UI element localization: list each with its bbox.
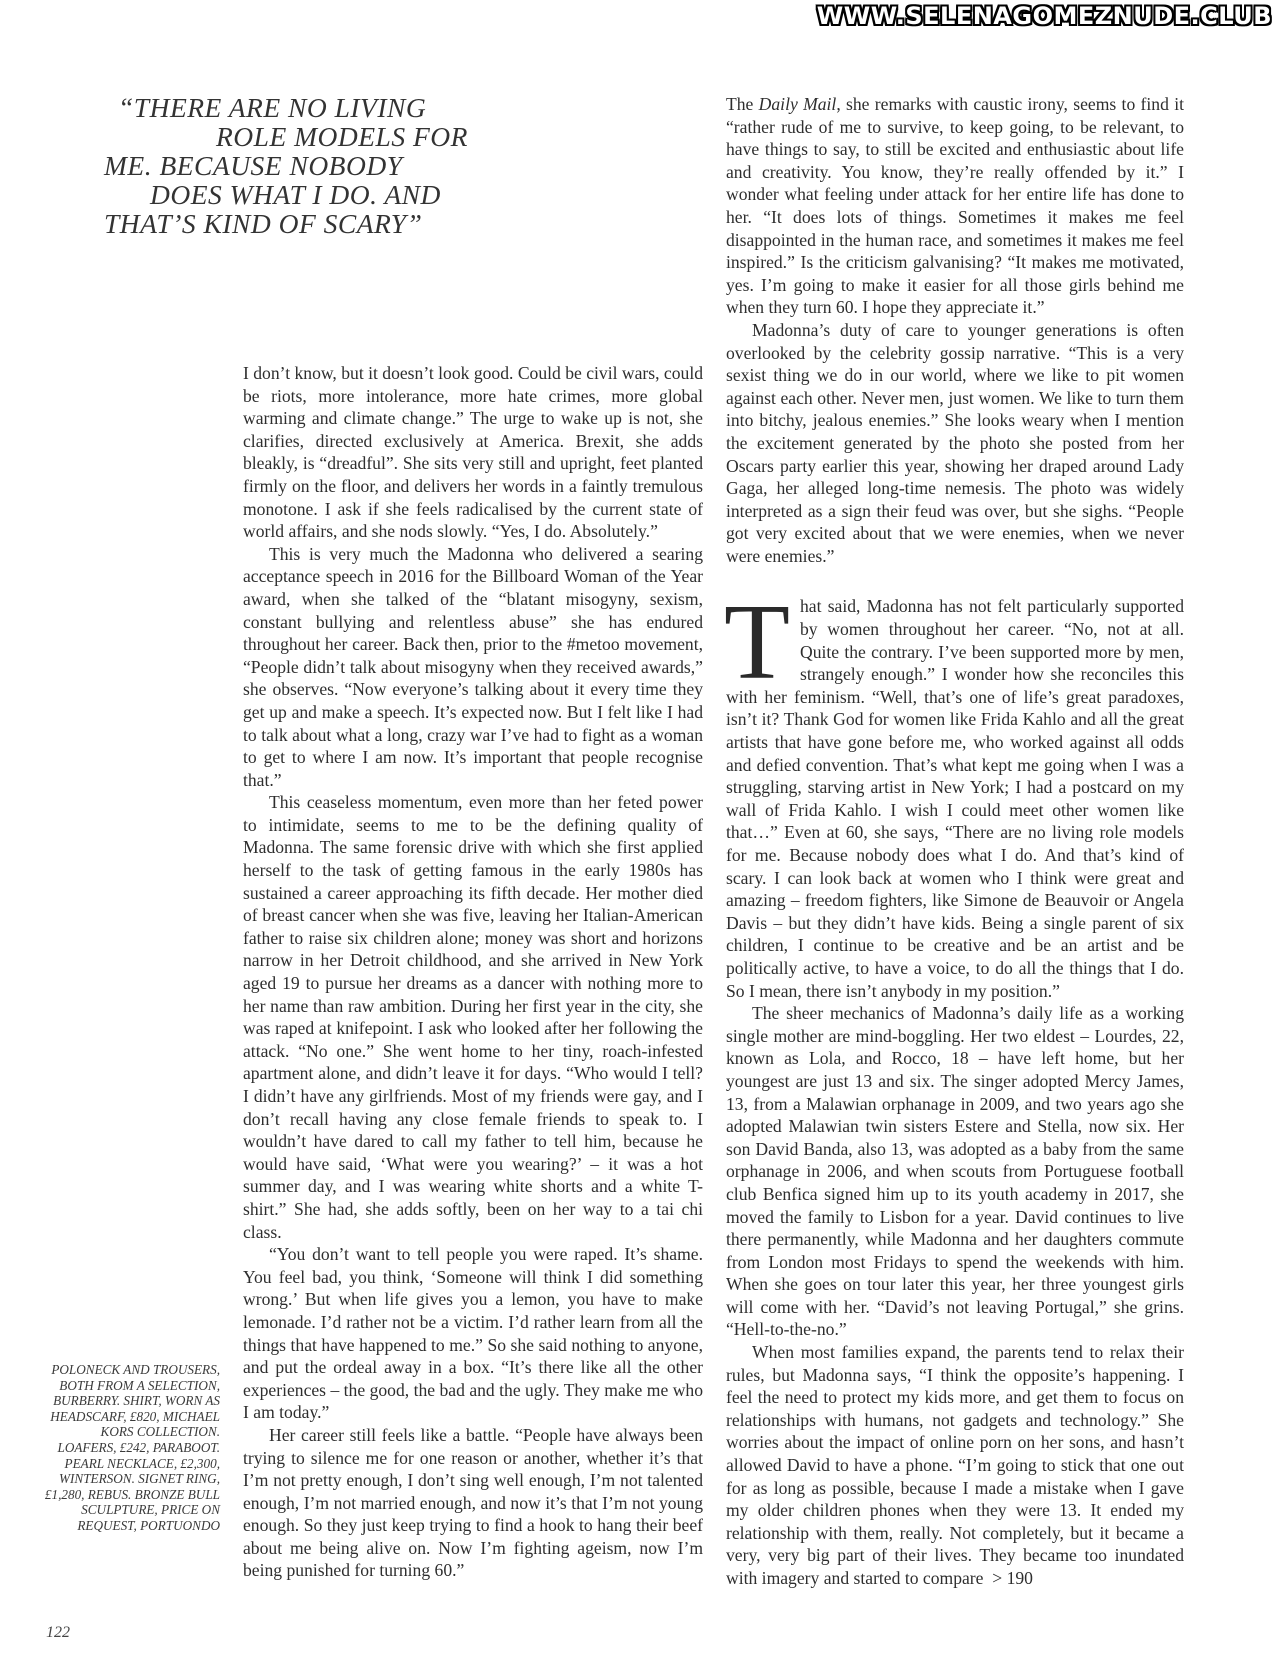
fashion-credits: POLONECK AND TROUSERS, BOTH FROM A SELECTION, BURBERRY. SHIRT, WORN AS HEADSCARF, £820, MICHAEL KORS COLLECTION. LOAFERS, £242, PARABOOT. PEARL NECKLACE, £2,300, WINTERSON. SIGNET RING, £1,280, REBUS. BRONZE BULL SCULPTURE, PRICE ON REQUEST, PORTUONDO bbox=[44, 1362, 220, 1533]
article-paragraph: Madonna’s duty of care to younger generations is often overlooked by the celebrity gossip narrative. “This is a very sexist thing we do in our world, where we like to pit women against each other. Never men, just women. We like to turn them into bitchy, jealous enemies.” She looks weary when I mention the excitement generated by the photo she posted from her Oscars party earlier this year, showing her draped around Lady Gaga, her alleged long-time nemesis. The photo was widely interpreted as a sign their feud was over, but she sighs. “People got very excited about that we were enemies, when we never were enemies.” bbox=[726, 319, 1184, 566]
paragraph-text: When most families expand, the parents tend to relax their rules, but Madonna says, “I think the opposite’s happening. I feel the need to protect my kids more, and get them to focus on relationships with humans, not gadgets and technology.” She worries about the impact of online porn on her sons, and hasn’t allowed David to have a phone. “I’m going to stick that one out for as long as possible, because I made a mistake when I gave my older children phones when they were 13. It ended my relationship with them, really. Not completely, but it became a very, very big part of their lives. They became too inundated with imagery and started to compare bbox=[726, 1342, 1184, 1588]
article-paragraph bbox=[726, 93, 1184, 319]
paragraph-text: , she remarks with caustic irony, seems to find it “rather rude of me to survive, to keep going, to be relevant, to have things to say, to still be excited and enthusiastic about life and creativity. You know, they’re really offended by it.” I wonder what feeling under attack for her entire life has done to her. “It does lots of things. Sometimes it makes me feel disappointed in the human race, and sometimes it makes me feel inspired.” Is the criticism galvanising? “It makes me motivated, yes. I’m going to make it easier for all those girls behind me when they turn 60. I hope they appreciate it.” bbox=[726, 94, 1184, 318]
paragraph-lead: The bbox=[726, 94, 759, 114]
article-paragraph bbox=[724, 583, 1184, 1002]
continued-marker: > 190 bbox=[983, 1568, 1033, 1588]
pull-quote-line: “THERE ARE NO LIVING bbox=[118, 92, 427, 123]
pull-quote bbox=[104, 93, 534, 238]
section-break bbox=[726, 567, 1184, 595]
article-column-left bbox=[243, 362, 703, 1582]
pull-quote-line: ROLE MODELS FOR bbox=[216, 121, 468, 152]
article-paragraph: This is very much the Madonna who delivered a searing acceptance speech in 2016 for the Billboard Woman of the Year award, when she talked of the “blatant misogyny, sexism, constant bullying and relentless abuse” she has endured throughout her career. Back then, prior to the #metoo movement, “People didn’t talk about misogyny when they received awards,” she observes. “Now everyone’s talking about it every time they get up and make a speech. It’s expected now. But I felt like I had to talk about what a long, crazy war I’ve had to fight as a woman to get to where I am now. It’s important that people recognise that.” bbox=[243, 543, 703, 790]
article-column-right bbox=[726, 93, 1184, 1590]
article-paragraph: The sheer mechanics of Madonna’s daily life as a working single mother are mind-boggling. Her two eldest – Lourdes, 22, known as Lola, and Rocco, 18 – have left home, but her youngest are just 13 and six. The singer adopted Mercy James, 13, from a Malawian orphanage in 2009, and two years ago she adopted Malawian twin sisters Estere and Stella, now six. Her son David Banda, also 13, was adopted as a baby from the same orphanage in 2006, and when scouts from Portuguese football club Benfica signed him up to its youth academy in 2017, she moved the family to Lisbon for a year. David continues to live there permanently, while Madonna and her daughters commute from London most Fridays to spend the weekends with him. When she goes on tour later this year, her three youngest girls will come with her. “David’s not leaving Portugal,” she grins. “Hell-to-the-no.” bbox=[726, 1003, 1184, 1340]
paragraph-text: hat said, Madonna has not felt particularly supported by women throughout her career. “No, not at all. Quite the contrary. I’ve been supported more by men, strangely enough.” I wonder how she reconciles this with her feminism. “Well, that’s one of life’s great paradoxes, isn’t it? Thank God for women like Frida Kahlo and all the great artists that have gone before me, who worked against all odds and defied convention. That’s what kept me going when I was a struggling, starving artist in New York; I had a postcard on my wall of Frida Kahlo. I wish I could meet other women like that…” Even at 60, she says, “There are no living role models for me. Because nobody does what I do. And that’s kind of scary. I can look back at women who I think were great and amazing – freedom fighters, like Simone de Beauvoir or Angela Davis – but they didn’t have kids. Being a single parent of six children, I continue to be creative and be an artist and be politically active, to have a voice, to do all the things that I do. So I mean, there isn’t anybody in my position.” bbox=[726, 596, 1184, 1001]
publication-name: Daily Mail bbox=[758, 94, 837, 114]
pull-quote-line: DOES WHAT I DO. AND bbox=[150, 179, 441, 210]
page-number: 122 bbox=[46, 1624, 70, 1641]
drop-cap: T bbox=[724, 583, 790, 703]
article-paragraph: This ceaseless momentum, even more than her feted power to intimidate, seems to me to be the defining quality of Madonna. The same forensic drive with which she first applied herself to the task of getting famous in the early 1980s has sustained a career approaching its fifth decade. Her mother died of breast cancer when she was five, leaving her Italian-American father to raise six children alone; money was short and horizons narrow in her Detroit childhood, and she arrived in New York aged 19 to pursue her dreams as a dancer with nothing more to her name than raw ambition. During her first year in the city, she was raped at knifepoint. I ask who looked after her following the attack. “No one.” She went home to her tiny, roach-infested apartment alone, and didn’t leave it for days. “Who would I tell? I didn’t have any girlfriends. Most of my friends were gay, and I don’t recall having any close female friends to speak to. I wouldn’t have dared to call my father to tell him, because he would have said, ‘What were you wearing?’ – it was a hot summer day, and I was wearing white shorts and a white T-shirt.” She had, she adds softly, been on her way to a tai chi class. bbox=[243, 792, 703, 1242]
watermark: WWW.SELENAGOMEZNUDE.CLUB bbox=[816, 2, 1272, 30]
article-paragraph: I don’t know, but it doesn’t look good. Could be civil wars, could be riots, more intolerance, more hate crimes, more global warming and climate change.” The urge to wake up is not, she clarifies, directed exclusively at America. Brexit, she adds bleakly, is “dreadful”. She sits very still and upright, feet planted firmly on the floor, and delivers her words in a faintly tremulous monotone. I ask if she feels radicalised by the current state of world affairs, and she nods slowly. “Yes, I do. Absolutely.” bbox=[243, 363, 704, 542]
article-paragraph: Her career still feels like a battle. “People have always been trying to silence me for one reason or another, whether it’s that I’m not pretty enough, I don’t sing well enough, I’m not talented enough, I’m not married enough, and now it’s that I’m not young enough. So they just keep trying to find a hook to hang their beef about me being alive on. Now I’m fighting ageism, now I’m being punished for turning 60.” bbox=[243, 1424, 703, 1581]
article-paragraph bbox=[726, 1341, 1184, 1590]
pull-quote-line: THAT’S KIND OF SCARY” bbox=[104, 208, 423, 239]
article-paragraph: “You don’t want to tell people you were raped. It’s shame. You feel bad, you think, ‘Someone will think I did something wrong.’ But when life gives you a lemon, you have to make lemonade. I’d rather not be a victim. I’d rather learn from all the things that have happened to me.” So she said nothing to anyone, and put the ordeal away in a box. “It’s there like all the other experiences – the good, the bad and the ugly. They make me who I am today.” bbox=[243, 1244, 703, 1423]
pull-quote-line: ME. BECAUSE NOBODY bbox=[104, 150, 403, 181]
